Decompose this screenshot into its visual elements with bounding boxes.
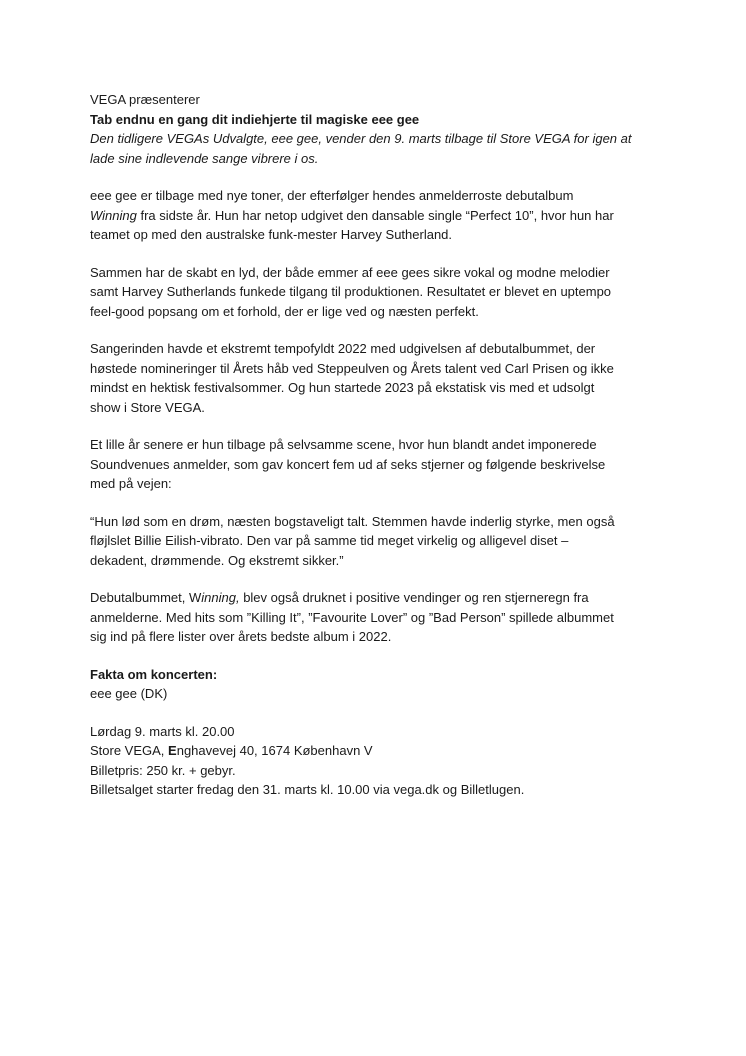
review-quote <box>90 512 670 571</box>
paragraph-line: mindst en hektisk festivalsommer. Og hun startede 2023 på ekstatisk vis med et udsolgt <box>90 380 595 395</box>
paragraph-line: Sangerinden havde et ekstremt tempofyldt 2022 med udgivelsen af debutalbummet, der <box>90 341 596 356</box>
paragraph-line: feel-good popsang om et forhold, der er lige ved og næsten perfekt. <box>90 303 479 319</box>
paragraph-single <box>90 186 670 245</box>
venue-text: nghavevej 40, 1674 København V <box>176 743 373 758</box>
paragraph-line: Sammen har de skabt en lyd, der både emmer af eee gees sikre vokal og modne melodier <box>90 264 610 280</box>
paragraph-sound <box>90 263 670 322</box>
facts-venue <box>90 741 670 761</box>
paragraph-line: sig ind på flere lister over årets bedste album i 2022. <box>90 629 392 644</box>
album-title: inning, <box>201 590 240 605</box>
paragraph-review <box>90 435 670 494</box>
paragraph-line: teamet op med den australske funk-mester Harvey Sutherland. <box>90 227 453 242</box>
venue-initial: E <box>168 743 177 758</box>
paragraph-line: med på vejen: <box>90 476 172 491</box>
album-title: Winning <box>90 207 137 223</box>
quote-line: dekadent, drømmende. Og ekstremt sikker.” <box>90 552 344 568</box>
lede-line: lade sine indlevende sange vibrere i os. <box>90 150 319 166</box>
paragraph-line: høstede nomineringer til Årets håb ved Steppeulven og Årets talent ved Carl Prisen og ikke <box>90 360 614 376</box>
paragraph-line <box>90 588 670 608</box>
paragraph-line: eee gee er tilbage med nye toner, der efterfølger hendes anmelderroste debutalbum <box>90 188 574 203</box>
facts-date: Lørdag 9. marts kl. 20.00 <box>90 723 235 739</box>
intro-line: VEGA præsenterer <box>90 92 200 107</box>
paragraph-line: samt Harvey Sutherlands funkede tilgang til produktionen. Resultatet er blevet en uptempo <box>90 284 612 299</box>
paragraph-line: show i Store VEGA. <box>90 399 205 415</box>
facts-heading <box>90 665 670 685</box>
paragraph-line <box>90 206 670 226</box>
facts-section <box>90 665 670 800</box>
paragraph-text: fra sidste år. Hun har netop udgivet den dansable single “Perfect 10”, hvor hun har <box>136 207 614 223</box>
facts-artist: eee gee (DK) <box>90 686 168 701</box>
paragraph-line: Soundvenues anmelder, som gav koncert fem ud af seks stjerner og følgende beskrivelse <box>90 456 606 472</box>
paragraph-line: anmelderne. Med hits som ”Killing It”, ”Favourite Lover” og ”Bad Person” spillede albummet <box>90 609 614 625</box>
lede-line: Den tidligere VEGAs Udvalgte, eee gee, vender den 9. marts tilbage til Store VEGA for igen at <box>90 131 632 146</box>
press-release-page <box>90 90 670 800</box>
paragraph-debut <box>90 588 670 647</box>
quote-line: “Hun lød som en drøm, næsten bogstaveligt talt. Stemmen havde inderlig styrke, men også <box>90 513 615 529</box>
lede <box>90 129 670 168</box>
facts-ticket-sale: Billetsalget starter fredag den 31. marts kl. 10.00 via vega.dk og Billetlugen. <box>90 782 525 797</box>
facts-heading-first: F <box>90 666 98 682</box>
facts-price: Billetpris: 250 kr. + gebyr. <box>90 762 236 778</box>
paragraph-text: blev også druknet i positive vendinger og ren stjerneregn fra <box>239 590 589 605</box>
headline: Tab endnu en gang dit indiehjerte til magiske eee gee <box>90 111 420 127</box>
facts-heading-rest: akta om koncerten: <box>97 666 218 682</box>
paragraph-2022 <box>90 339 670 417</box>
quote-line: fløjlslet Billie Eilish-vibrato. Den var på samme tid meget virkelig og alligevel diset – <box>90 533 569 548</box>
paragraph-text: Debutalbummet, W <box>90 590 202 605</box>
venue-text: Store VEGA, <box>90 743 169 758</box>
paragraph-line: Et lille år senere er hun tilbage på selvsamme scene, hvor hun blandt andet imponerede <box>90 437 597 452</box>
